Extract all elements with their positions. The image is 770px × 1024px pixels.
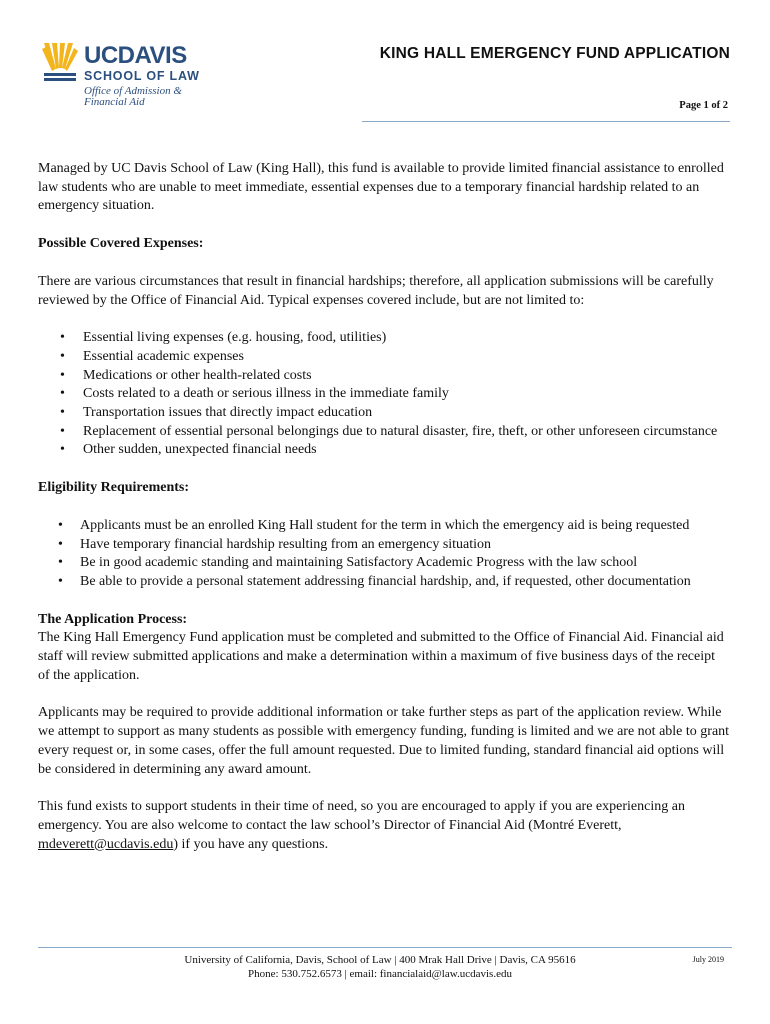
list-item: • Be able to provide a personal statement addressing financial hardship, and, if requested, other documentation	[38, 573, 730, 592]
process-paragraph-3-start: This fund exists to support students in their time of need, so you are encouraged to apply if you are experiencing an emergency. You are also welcome to contact the law school’s Director of Financial Aid (Montré Everett,	[38, 799, 685, 833]
logo-school-text: SCHOOL OF LAW	[84, 69, 200, 83]
process-paragraph-3-end: ) if you have any questions.	[173, 836, 329, 852]
footer-divider	[38, 947, 732, 948]
intro-paragraph: Managed by UC Davis School of Law (King Hall), this fund is available to provide limited financial assistance to enrolled law students who are unable to meet immediate, essential expenses due to a temporary financial hardship related to an emergency situation.	[38, 161, 724, 214]
list-item: • Essential academic expenses	[38, 348, 730, 367]
covered-expenses-list	[38, 329, 730, 460]
footer-date: July 2019	[692, 955, 724, 964]
footer-contact: Phone: 530.752.6573 | email: financialaid@law.ucdavis.edu	[248, 968, 512, 980]
footer	[150, 953, 610, 981]
header-divider	[362, 121, 730, 122]
footer-address: University of California, Davis, School of Law | 400 Mrak Hall Drive | Davis, CA 95616	[184, 954, 576, 966]
process-paragraph-1: The King Hall Emergency Fund application must be completed and submitted to the Office of Financial Aid. Financial aid staff will review submitted applications and make a determination within a maximum of five business days of the receipt of the application.	[38, 630, 724, 683]
process-paragraph-2: Applicants may be required to provide additional information or take further steps as part of the application review. While we attempt to support as many students as possible with emergency funding, funding is limited and we are not able to grant every request or, in some cases, offer the full amount requested. Due to limited funding, standard financial aid options will be considered in determining any award amount.	[38, 705, 730, 777]
director-email-link[interactable]: mdeverett@ucdavis.edu	[38, 836, 174, 852]
page-number: Page 1 of 2	[679, 100, 728, 111]
sunburst-logo-icon	[42, 43, 78, 83]
list-item: • Applicants must be an enrolled King Hall student for the term in which the emergency aid is being requested	[38, 517, 730, 536]
document-title: KING HALL EMERGENCY FUND APPLICATION	[379, 45, 730, 62]
list-item: • Replacement of essential personal belongings due to natural disaster, fire, theft, or other unforeseen circumstance	[38, 423, 730, 442]
eligibility-heading: Eligibility Requirements:	[38, 480, 190, 496]
list-item: • Medications or other health-related costs	[38, 367, 730, 386]
ucdavis-law-logo	[42, 43, 202, 113]
logo-ucdavis-text: UCDAVIS	[84, 42, 187, 69]
document-body	[38, 160, 730, 854]
list-item: • Be in good academic standing and maintaining Satisfactory Academic Progress with the law school	[38, 554, 730, 573]
list-item: • Have temporary financial hardship resulting from an emergency situation	[38, 536, 730, 555]
application-process-heading: The Application Process:	[38, 611, 188, 627]
process-paragraph-3	[38, 798, 730, 854]
logo-office-text: Office of Admission & Financial Aid	[84, 85, 182, 108]
list-item: • Other sudden, unexpected financial needs	[38, 441, 730, 460]
list-item: • Transportation issues that directly impact education	[38, 404, 730, 423]
covered-expenses-heading: Possible Covered Expenses:	[38, 236, 204, 252]
covered-expenses-text: There are various circumstances that result in financial hardships; therefore, all application submissions will be carefully reviewed by the Office of Financial Aid. Typical expenses covered include, but are not limited to:	[38, 273, 714, 308]
list-item: • Essential living expenses (e.g. housing, food, utilities)	[38, 329, 730, 348]
eligibility-list	[38, 517, 730, 592]
list-item: • Costs related to a death or serious illness in the immediate family	[38, 385, 730, 404]
